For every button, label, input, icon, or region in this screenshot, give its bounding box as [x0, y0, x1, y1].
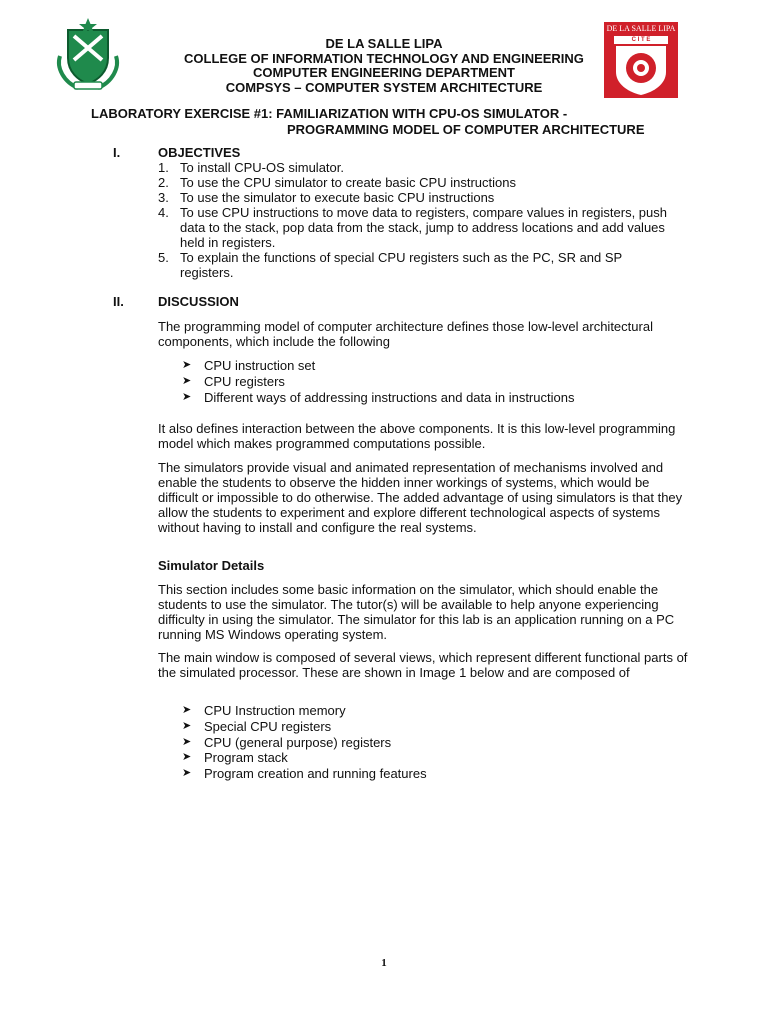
objective-text: To use CPU instructions to move data to registers, compare values in registers, push data to the stack, pop data from the stack, jump to address locations and add values held in registers.: [180, 205, 667, 250]
cite-logo-letters: C I T E: [631, 37, 651, 43]
arrow-bullet-icon: ➤: [182, 390, 192, 403]
page-number: 1: [381, 957, 387, 969]
objective-item: [158, 205, 678, 250]
bullet-text: CPU instruction set: [204, 358, 316, 373]
school-seal-logo: [52, 16, 124, 94]
arrow-bullet-icon: ➤: [182, 359, 192, 371]
discussion-paragraph-3: The simulators provide visual and animated representation of mechanisms involved and enable the students to observe the hidden inner workings of systems, which would be difficult or impossible to do otherwise. The added advantage of using simulators is that they allow the students to experiment and explore different technological aspects of systems without having to install and configure the real systems.: [158, 460, 683, 535]
college-name: COLLEGE OF INFORMATION TECHNOLOGY AND ENGINEERING: [184, 50, 584, 66]
bullet-text: CPU Instruction memory: [204, 703, 346, 718]
course-name: COMPSYS – COMPUTER SYSTEM ARCHITECTURE: [225, 79, 543, 95]
objective-text: To use the simulator to execute basic CPU instructions: [180, 190, 495, 205]
arrow-bullet-icon: ➤: [182, 751, 192, 764]
discussion-paragraph-5: The main window is composed of several views, which represent different functional parts of the simulated processor. These are shown in Image 1 below and are composed of: [158, 650, 688, 680]
objective-text: To explain the functions of special CPU registers such as the PC, SR and SP registers.: [180, 250, 622, 280]
cite-logo-title: DE LA SALLE LIPA: [606, 24, 676, 33]
bullet-text: CPU registers: [204, 373, 285, 389]
arrow-bullet-icon: ➤: [182, 767, 192, 780]
bullet-item: [182, 766, 427, 782]
components-bullet-list: [182, 358, 574, 405]
section1-title: OBJECTIVES: [158, 145, 241, 160]
discussion-paragraph-4: This section includes some basic information on the simulator, which should enable the students to use the simulator. The tutor(s) will be available to help anyone experiencing difficulty in using the simulator. The simulator for this lab is an application running on a PC running MS Windows operating system.: [158, 582, 675, 642]
views-bullet-list: [182, 703, 427, 782]
objective-number: 5.: [158, 250, 169, 265]
bullet-item: [182, 358, 574, 374]
bullet-item: [182, 750, 427, 766]
bullet-text: Special CPU registers: [204, 718, 332, 734]
bullet-text: Program creation and running features: [204, 766, 427, 782]
bullet-item: [182, 390, 574, 406]
objective-item: [158, 175, 678, 190]
objective-text: To use the CPU simulator to create basic CPU instructions: [180, 175, 516, 190]
objective-text: To install CPU-OS simulator.: [180, 160, 344, 175]
discussion-paragraph-1: The programming model of computer architecture defines those low-level architectural components, which include the following: [158, 319, 653, 349]
bullet-item: [182, 374, 574, 390]
arrow-bullet-icon: ➤: [182, 374, 192, 387]
objective-number: 3.: [158, 190, 169, 205]
bullet-item: [182, 703, 427, 719]
section1-numeral: I.: [113, 145, 121, 160]
objective-item: [158, 250, 678, 280]
objective-number: 4.: [158, 205, 169, 220]
cite-logo: [604, 22, 678, 98]
lab-title-line2: PROGRAMMING MODEL OF COMPUTER ARCHITECTURE: [287, 122, 645, 137]
lab-title-line1: LABORATORY EXERCISE #1: FAMILIARIZATION WITH CPU-OS SIMULATOR -: [91, 106, 568, 121]
department-name: COMPUTER ENGINEERING DEPARTMENT: [253, 65, 515, 80]
objective-item: [158, 190, 678, 205]
bullet-item: [182, 735, 427, 751]
section2-numeral: II.: [113, 294, 124, 309]
objective-item: [158, 160, 678, 175]
objective-number: 1.: [158, 160, 169, 175]
objectives-list: [158, 160, 678, 280]
objective-number: 2.: [158, 175, 169, 190]
document-header: [160, 37, 608, 95]
arrow-bullet-icon: ➤: [182, 704, 192, 716]
bullet-item: [182, 719, 427, 735]
school-name: DE LA SALLE LIPA: [325, 36, 443, 51]
bullet-text: CPU (general purpose) registers: [204, 734, 392, 750]
bullet-text: Program stack: [204, 750, 288, 766]
arrow-bullet-icon: ➤: [182, 735, 192, 748]
section2-title: DISCUSSION: [158, 294, 239, 309]
simulator-details-heading: Simulator Details: [158, 558, 265, 573]
arrow-bullet-icon: ➤: [182, 719, 192, 732]
bullet-text: Different ways of addressing instructions and data in instructions: [204, 389, 575, 405]
discussion-paragraph-2: It also defines interaction between the above components. It is this low-level programming model which makes programmed computations possible.: [158, 421, 676, 451]
